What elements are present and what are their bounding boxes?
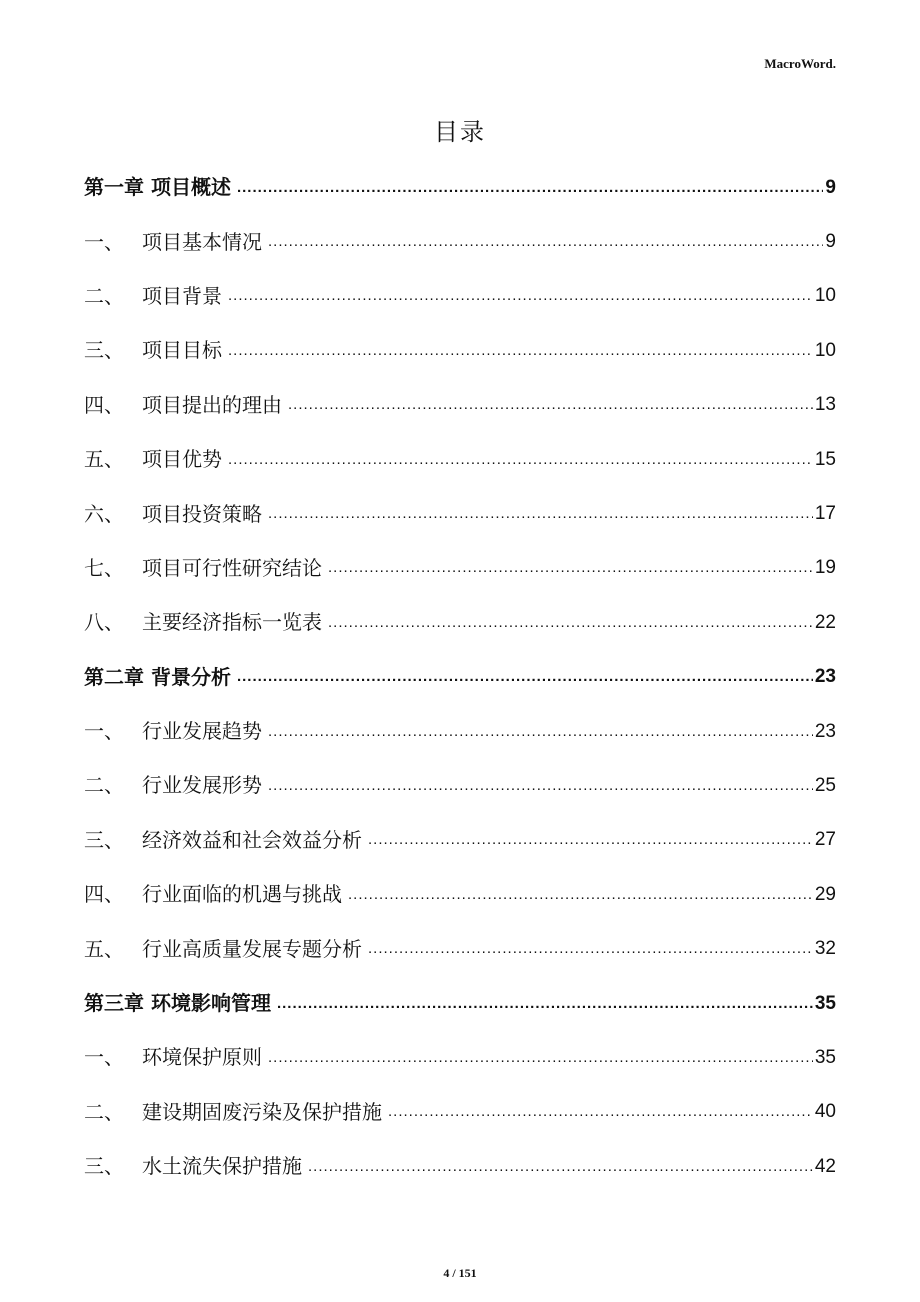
toc-dot-leader [277,996,813,1011]
toc-section-entry[interactable] [84,541,836,595]
toc-section-entry[interactable] [84,1085,836,1139]
toc-entry-page: 9 [825,231,836,253]
toc-entry-number: 六、 [84,501,124,526]
toc-section-entry[interactable] [84,378,836,432]
toc-entry-label: 水土流失保护措施 [142,1154,302,1179]
toc-entry-label: 第三章 环境影响管理 [84,991,271,1016]
toc-dot-leader [368,941,813,956]
table-of-contents [84,160,836,1193]
toc-dot-leader [288,397,813,412]
toc-entry-label: 主要经济指标一览表 [142,610,322,635]
toc-entry-number: 四、 [84,882,124,907]
toc-entry-label: 行业高质量发展专题分析 [142,936,362,961]
toc-entry-number: 二、 [84,773,124,798]
toc-entry-number: 一、 [84,1045,124,1070]
toc-entry-page: 25 [814,774,836,796]
toc-entry-label: 行业发展形势 [142,773,262,798]
toc-entry-page: 17 [814,503,836,525]
toc-section-entry[interactable] [84,432,836,486]
toc-entry-number: 二、 [84,283,124,308]
toc-section-entry[interactable] [84,1139,836,1193]
toc-dot-leader [228,452,813,467]
toc-entry-label: 项目优势 [142,447,222,472]
toc-dot-leader [388,1104,813,1119]
toc-section-entry[interactable] [84,704,836,758]
toc-entry-number: 八、 [84,610,124,635]
toc-entry-page: 9 [825,176,836,198]
toc-section-entry[interactable] [84,214,836,268]
toc-dot-leader [237,180,823,195]
toc-chapter-entry[interactable] [84,160,836,214]
toc-entry-page: 32 [814,938,836,960]
toc-dot-leader [308,1159,813,1174]
toc-entry-page: 35 [814,1046,836,1068]
toc-entry-label: 项目基本情况 [142,229,262,254]
toc-entry-number: 五、 [84,936,124,961]
toc-entry-page: 10 [814,339,836,361]
toc-chapter-entry[interactable] [84,650,836,704]
toc-entry-page: 10 [814,285,836,307]
toc-section-entry[interactable] [84,867,836,921]
toc-entry-label: 项目投资策略 [142,501,262,526]
toc-section-entry[interactable] [84,813,836,867]
toc-entry-label: 第二章 背景分析 [84,664,231,689]
toc-entry-label: 行业发展趋势 [142,719,262,744]
toc-entry-label: 项目可行性研究结论 [142,555,322,580]
toc-entry-number: 五、 [84,447,124,472]
toc-chapter-entry[interactable] [84,976,836,1030]
toc-dot-leader [237,669,813,684]
toc-entry-page: 35 [814,992,836,1014]
toc-entry-number: 三、 [84,1154,124,1179]
toc-section-entry[interactable] [84,486,836,540]
toc-entry-label: 环境保护原则 [142,1045,262,1070]
toc-entry-label: 行业面临的机遇与挑战 [142,882,342,907]
toc-dot-leader [228,343,813,358]
toc-dot-leader [328,615,813,630]
toc-dot-leader [328,560,813,575]
toc-entry-label: 经济效益和社会效益分析 [142,827,362,852]
toc-entry-page: 27 [814,829,836,851]
toc-entry-label: 建设期固废污染及保护措施 [142,1099,382,1124]
toc-entry-page: 23 [814,666,836,688]
toc-section-entry[interactable] [84,595,836,649]
toc-dot-leader [268,1050,813,1065]
toc-section-entry[interactable] [84,269,836,323]
toc-entry-number: 一、 [84,229,124,254]
toc-entry-page: 19 [814,557,836,579]
page-number: 4 / 151 [443,1266,477,1280]
toc-dot-leader [268,778,813,793]
toc-entry-number: 四、 [84,392,124,417]
toc-entry-page: 29 [814,883,836,905]
toc-dot-leader [268,724,813,739]
toc-section-entry[interactable] [84,758,836,812]
toc-dot-leader [228,288,813,303]
toc-entry-label: 项目提出的理由 [142,392,282,417]
toc-entry-page: 13 [814,394,836,416]
toc-entry-page: 42 [814,1155,836,1177]
toc-entry-page: 23 [814,720,836,742]
toc-entry-number: 一、 [84,719,124,744]
brand-label: MacroWord. [764,56,836,71]
toc-section-entry[interactable] [84,921,836,975]
toc-entry-page: 40 [814,1101,836,1123]
toc-dot-leader [268,234,823,249]
toc-dot-leader [368,832,813,847]
toc-entry-page: 22 [814,611,836,633]
toc-dot-leader [268,506,813,521]
toc-entry-page: 15 [814,448,836,470]
toc-entry-label: 项目背景 [142,283,222,308]
toc-section-entry[interactable] [84,323,836,377]
toc-entry-label: 项目目标 [142,338,222,363]
toc-entry-number: 二、 [84,1099,124,1124]
toc-dot-leader [348,887,813,902]
toc-entry-number: 三、 [84,338,124,363]
toc-section-entry[interactable] [84,1030,836,1084]
page-title: 目录 [434,118,486,146]
toc-entry-number: 七、 [84,555,124,580]
toc-entry-label: 第一章 项目概述 [84,175,231,200]
toc-entry-number: 三、 [84,827,124,852]
